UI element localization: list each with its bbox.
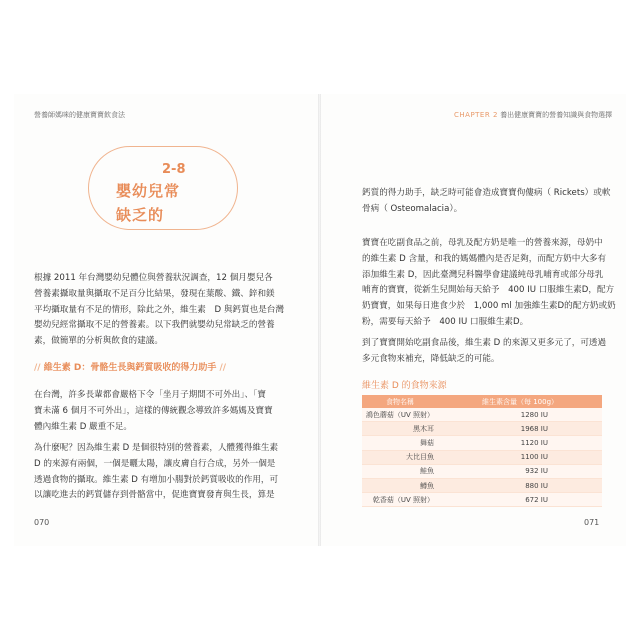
food-cell: 黑木耳: [362, 422, 438, 436]
table-header-row: [362, 395, 602, 408]
column-header-food: 食物名稱: [362, 395, 438, 408]
table-row: [362, 450, 602, 464]
food-cell: 鴻色蘑菇（UV 照射）: [362, 408, 438, 422]
chapter-label: CHAPTER 2: [454, 111, 498, 119]
value-cell: 1100 IU: [438, 450, 602, 464]
value-cell: 672 IU: [438, 493, 602, 507]
text-line: 奶寶寶，如果每日進食少於 1,000 ml 加強維生素D的配方奶或奶: [362, 301, 616, 312]
text-line: 添加維生素 D，因此臺灣兒科醫學會建議純母乳哺育或部分母乳: [362, 269, 604, 280]
text-line: 骨病（ Osteomalacia）。: [362, 203, 463, 214]
table-row: [362, 464, 602, 478]
table-title: 維生素 D 的食物來源: [362, 381, 447, 391]
subheading-text: 維生素 D：骨骼生長與鈣質吸收的得力助手: [43, 363, 217, 373]
text-line: 寶未滿 6 個月不可外出」，這樣的傳統觀念導致許多媽媽及寶寶: [34, 405, 273, 416]
text-line: 在台灣，許多長輩都會嚴格下令「坐月子期間不可外出」、「寶: [34, 390, 267, 400]
text-line: 多元食物來補充，降低缺乏的可能。: [362, 353, 500, 364]
table-row: [362, 493, 602, 507]
chapter-title: 養出健康寶寶的營養知識與食物選擇: [500, 111, 613, 119]
paragraph-tradition: [34, 388, 273, 435]
value-cell: 932 IU: [438, 464, 602, 478]
text-line: 哺育的寶寶，從新生兒開始每天給予 400 IU 口服維生素D，配方: [362, 285, 615, 296]
text-line: 以讓吃進去的鈣質儲存到骨骼當中，促進寶寶發育與生長，算是: [34, 490, 275, 501]
value-cell: 1280 IU: [438, 408, 602, 422]
text-line: D 的來源有兩個，一個是曬太陽，讓皮膚自行合成，另外一個是: [34, 458, 276, 469]
paragraph-solid-food: [362, 336, 606, 368]
food-cell: 大比目魚: [362, 450, 438, 464]
section-number: 2-8: [162, 162, 186, 177]
text-line: 嬰幼兒經常攝取不足的營養素。以下我們就嬰幼兒常缺乏的營養: [34, 320, 275, 331]
food-cell: 乾香菇（UV 照射）: [362, 493, 438, 507]
slash-decoration: //: [219, 363, 227, 373]
running-header-right: [454, 110, 612, 120]
page-number-left: 070: [34, 518, 50, 527]
text-line: 平均攝取量有不足的情形，除此之外，維生素 D 與鈣質也是台灣: [34, 304, 284, 315]
text-line: 鈣質的得力助手，缺乏時可能會造成寶寶佝僂病（ Rickets）或軟: [362, 188, 611, 198]
column-header-content: 維生素含量（每 100g）: [438, 395, 602, 408]
book-gutter: [318, 94, 321, 546]
table-row: [362, 478, 602, 492]
section-title-line1: 嬰幼兒常: [116, 182, 181, 200]
text-line: 透過食物的攝取。維生素 D 有增加小腸對於鈣質吸收的作用，可: [34, 474, 279, 485]
food-cell: 鱒魚: [362, 478, 438, 492]
text-line: 根據 2011 年台灣嬰幼兒體位與營養狀況調查，12 個月嬰兒各: [34, 273, 273, 283]
table-row: [362, 408, 602, 422]
intro-paragraph: [34, 271, 284, 350]
table-row: [362, 436, 602, 450]
subheading-vitamin-d: [34, 360, 226, 373]
section-title-line2: 缺乏的: [116, 206, 165, 224]
text-line: 到了寶寶開始吃副食品後，維生素 D 的來源又更多元了，可透過: [362, 338, 607, 348]
running-header-left: 營養師媽咪的健康寶寶飲食法: [34, 111, 125, 119]
value-cell: 1120 IU: [438, 436, 602, 450]
text-line: 素，做簡單的分析與飲食的建議。: [34, 336, 163, 347]
text-line: 體內維生素 D 嚴重不足。: [34, 421, 133, 432]
text-line: 營養素攝取量與攝取不足百分比結果，發現在葉酸、鐵、鋅和鎂: [34, 288, 275, 299]
text-line: 的維生素 D 含量，和我的媽媽體內是否足夠，而配方奶中大多有: [362, 253, 607, 264]
paragraph-breastmilk: [362, 236, 616, 331]
text-line: 為什麼呢？因為維生素 D 是個很特別的營養素，人體獲得維生素: [34, 443, 279, 453]
paragraph-rickets: [362, 186, 610, 218]
text-line: 粉，需要每天給予 400 IU 口服維生素D。: [362, 316, 529, 327]
table-row: [362, 422, 602, 436]
food-cell: 鮭魚: [362, 464, 438, 478]
value-cell: 1968 IU: [438, 422, 602, 436]
page-number-right: 071: [584, 518, 600, 527]
food-cell: 舞菇: [362, 436, 438, 450]
vitamin-d-food-table: [362, 395, 602, 507]
slash-decoration: //: [34, 363, 44, 373]
paragraph-why: [34, 441, 278, 504]
text-line: 寶寶在吃副食品之前，母乳及配方奶是唯一的營養來源，母奶中: [362, 238, 603, 248]
value-cell: 880 IU: [438, 478, 602, 492]
